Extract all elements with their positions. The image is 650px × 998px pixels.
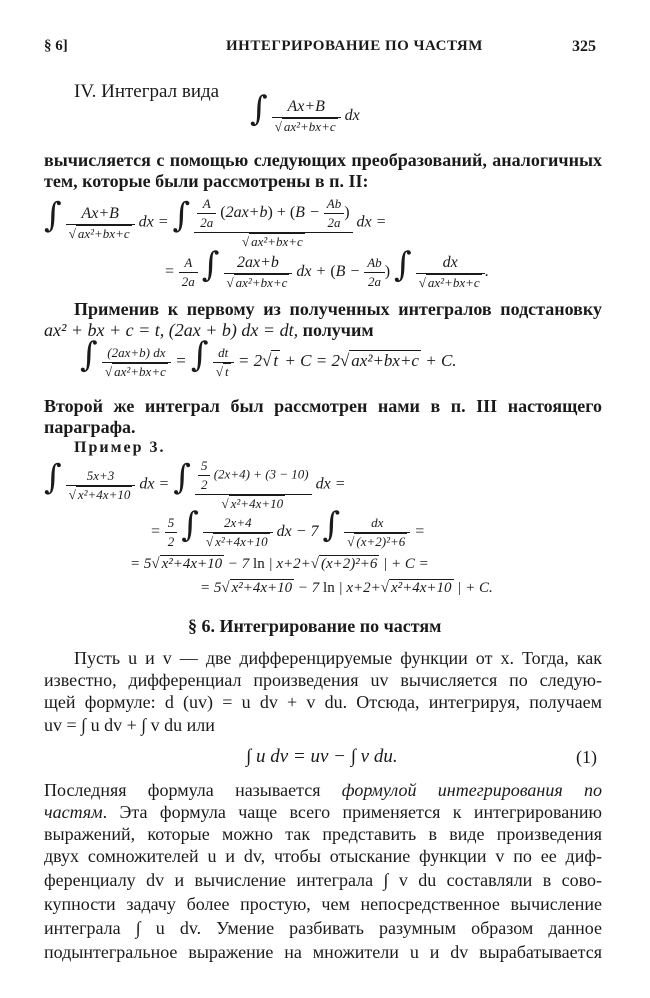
para1-line-2: известно, дифференциал произведения uv вычисляется по следую- (44, 670, 602, 690)
example-label: Пример 3. (74, 439, 166, 456)
para1-line-1: Пусть u и v — две дифференцируемые функции от x. Тогда, как (74, 648, 602, 668)
formula-number: (1) (576, 747, 597, 767)
remark-line-2: параграфа. (44, 417, 136, 437)
para2-line-2 (44, 800, 602, 824)
para1-line-4: uv = ∫ u dv + ∫ v du или (44, 715, 215, 735)
para2-term-part1: формулой интегрирования по (341, 780, 602, 800)
para1-line-3: щей формуле: d (uv) = u dv + v du. Отсюда, интегрируя, получаем (44, 692, 602, 712)
substitution-get: получим (302, 320, 374, 340)
part-line-1: вычисляется с помощью следующих преобразований, аналогичных (44, 150, 602, 170)
para2-line-5: ференциалу dv и вычисление интеграла ∫ v du составляли в сово- (44, 870, 602, 890)
para2-line-3: выражений, которые можно так представить в виде произведения (44, 824, 602, 844)
para2-line-8: подынтегральное выражение на множители u и dv вырабатывается (44, 942, 602, 962)
example-formula-line-2: = $\frac{5}{2}$ ∫ $\frac{2x+4}{\text{√ x²+4x+10}}$ dx − 7 ∫ $\frac{dx}{\text{√ (x+2)²+6}}$ = (150, 505, 426, 549)
para2-line-4: двух сомножителей u и dv, чтобы отыскание функции v по ее диф- (44, 846, 602, 866)
para2-line-2-text: . Эта формула чаще всего применяется к интегрированию (102, 802, 602, 822)
para2-term-part2: частям (44, 802, 103, 822)
remark-line-1: Второй же интеграл был рассмотрен нами в п. III настоящего (44, 396, 602, 416)
transformation-formula-line-1: ∫ $\frac{Ax+B}{\text{√ ax²+bx+c}}$ dx = ∫ $\frac{A}{2a}$ (2ax+b) + (B − $\frac{Ab}{2a}$ ) √ ax²+bx+c dx = (44, 195, 387, 249)
para2-line-1-text: Последняя формула называется (44, 780, 342, 800)
section-mark: § 6] (44, 38, 68, 54)
substitution-math: ax² + bx + c = t, (2ax + b) dx = dt, (44, 320, 299, 340)
integral-form-formula: ∫ $\frac{Ax+B}{\text{√ ax²+bx+c}}$ dx (250, 89, 360, 134)
page-number: 325 (572, 38, 596, 55)
part-heading: IV. Интеграл вида (74, 81, 220, 102)
transformation-formula-line-2: = $\frac{A}{2a}$ ∫ $\frac{2ax+b}{\text{√ ax²+bx+c}}$ dx + (B − $\frac{Ab}{2a}$ ) ∫ $\frac{dx}{\text{√ ax²+bx+c}}$ . (164, 245, 489, 290)
running-title: ИНТЕГРИРОВАНИЕ ПО ЧАСТЯМ (226, 38, 483, 54)
para2-line-6: купности задачу более простую, чем непосредственное вычисление (44, 894, 602, 914)
para2-line-1 (44, 778, 602, 802)
example-formula-line-3: = 5√ x²+4x+10 − 7 ln | x+2+√ (x+2)²+6 | + C = (130, 556, 429, 572)
substitution-result-formula: ∫ $\frac{(2ax+b) dx}{\text{√ ax²+bx+c}}$ = ∫ $\frac{dt}{√ t}$ = 2√ t + C = 2√ ax²+bx+c + C. (80, 335, 457, 379)
section-title: § 6. Интегрирование по частям (188, 616, 442, 636)
substitution-line-1: Применив к первому из полученных интегралов подстановку (74, 299, 602, 319)
example-formula-line-4: = 5√ x²+4x+10 − 7 ln | x+2+√ x²+4x+10 | + C. (200, 580, 493, 596)
part-line-2: тем, которые были рассмотрены в п. II: (44, 171, 369, 191)
example-formula-line-1: ∫ $\frac{5x+3}{\text{√ x²+4x+10}}$ dx = ∫ $\frac{5}{2}$ (2x+4) + (3 − 10) √ x²+4x+10 dx = (44, 457, 346, 511)
integration-by-parts-formula: ∫ u dv = uv − ∫ v du. (246, 746, 398, 767)
para2-line-7: интеграла ∫ u dv. Умение разбивать разумным образом данное (44, 918, 602, 938)
